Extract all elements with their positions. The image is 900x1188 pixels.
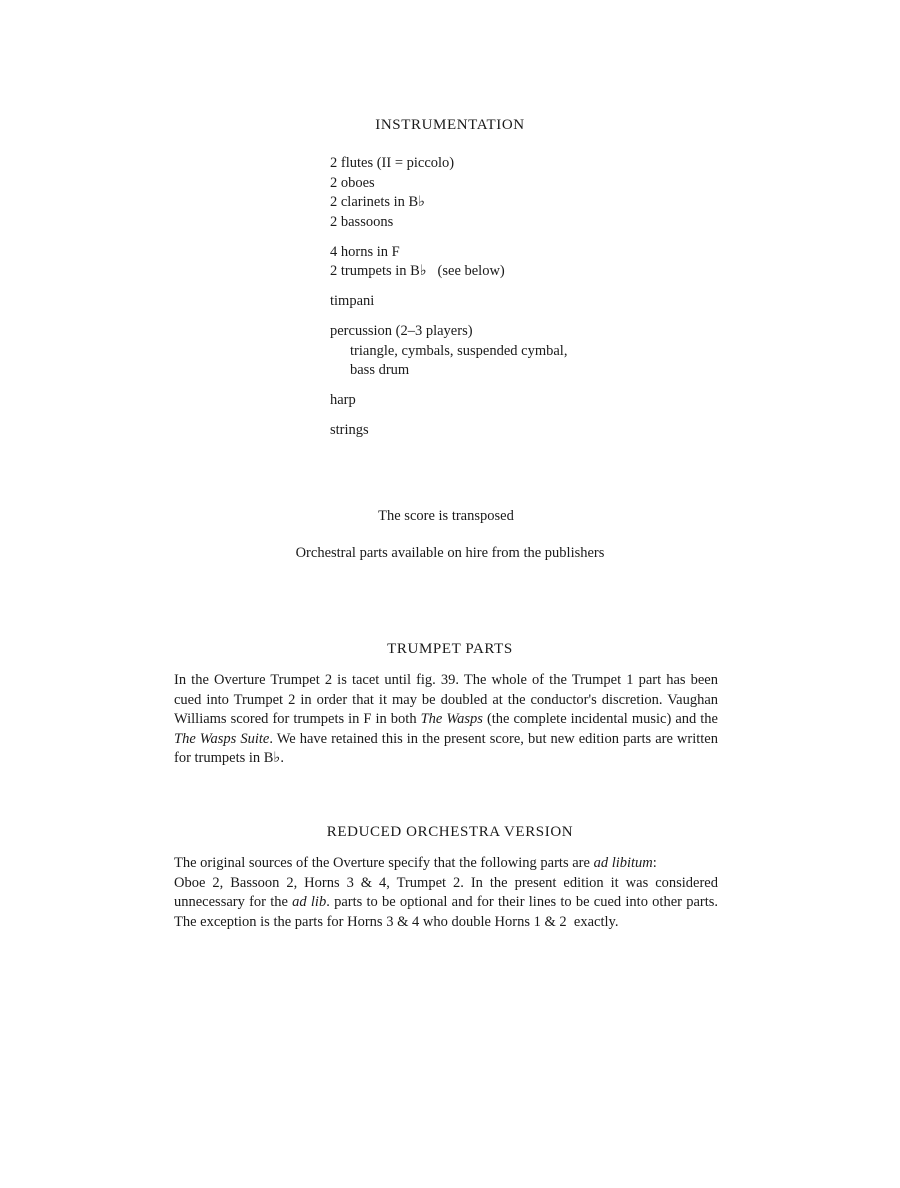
timpani-line: timpani <box>330 293 375 309</box>
text-run: In the Overture Trumpet 2 is tacet until fig. 39. The whole of the Trumpet 1 part has been cued into Trumpet 2 in order that it may be doubled at the conductor's discretion. Vaughan Williams scored for trumpets in F in both <box>174 672 718 728</box>
woodwind-line: 2 clarinets in B♭ <box>330 194 426 210</box>
text-run: . parts to be optional and for their lines to be cued into other parts. The exception is the parts for Horns 3 & 4 who double Horns 1 & 2 exactly. <box>174 894 722 930</box>
text-run: (the complete incidental music) and the <box>482 711 718 728</box>
instrumentation-list <box>330 154 690 451</box>
brass-group <box>330 243 690 282</box>
reduced-orchestra-heading: REDUCED ORCHESTRA VERSION <box>326 824 574 840</box>
hire-note: Orchestral parts available on hire from the publishers <box>295 545 605 561</box>
instrumentation-heading: INSTRUMENTATION <box>375 117 525 133</box>
woodwind-line: 2 oboes <box>330 174 375 191</box>
woodwind-line: 2 bassoons <box>330 213 394 230</box>
harp-group <box>330 391 690 411</box>
percussion-item: bass drum <box>350 362 410 378</box>
trumpet-parts-text <box>174 671 718 769</box>
trumpet-parts-heading: TRUMPET PARTS <box>387 641 513 657</box>
harp-line: harp <box>330 392 356 408</box>
italic-title: The Wasps <box>420 711 483 728</box>
text-run: : <box>652 855 657 871</box>
strings-line: strings <box>330 422 369 438</box>
italic-term: ad lib <box>292 894 327 911</box>
trumpet-parts-paragraph <box>174 671 718 769</box>
brass-line: 4 horns in F <box>330 243 400 260</box>
percussion-group <box>330 322 690 381</box>
text-run: Oboe 2, Bassoon 2, Horns 3 & 4, Trumpet 2. In the present edition it was considered unnecessary for the <box>174 874 718 911</box>
text-run: The original sources of the Overture specify that the following parts are <box>174 855 594 871</box>
reduced-orchestra-paragraph <box>174 854 722 932</box>
italic-title: The Wasps Suite <box>174 730 270 747</box>
woodwind-line: 2 flutes (II = piccolo) <box>330 155 455 171</box>
reduced-orchestra-intro <box>174 854 718 874</box>
reduced-orchestra-body <box>174 874 722 933</box>
timpani-group <box>330 292 690 312</box>
strings-group <box>330 421 690 441</box>
text-run: . We have retained this in the present score, but new edition parts are written for trumpets in B♭. <box>174 730 718 767</box>
transposed-note: The score is transposed <box>378 508 514 524</box>
woodwinds-group <box>330 154 690 232</box>
italic-term: ad libitum <box>593 855 653 871</box>
brass-line: 2 trumpets in B♭ (see below) <box>330 263 505 279</box>
percussion-line: percussion (2–3 players) <box>330 323 473 339</box>
percussion-item: triangle, cymbals, suspended cymbal, <box>350 342 568 359</box>
